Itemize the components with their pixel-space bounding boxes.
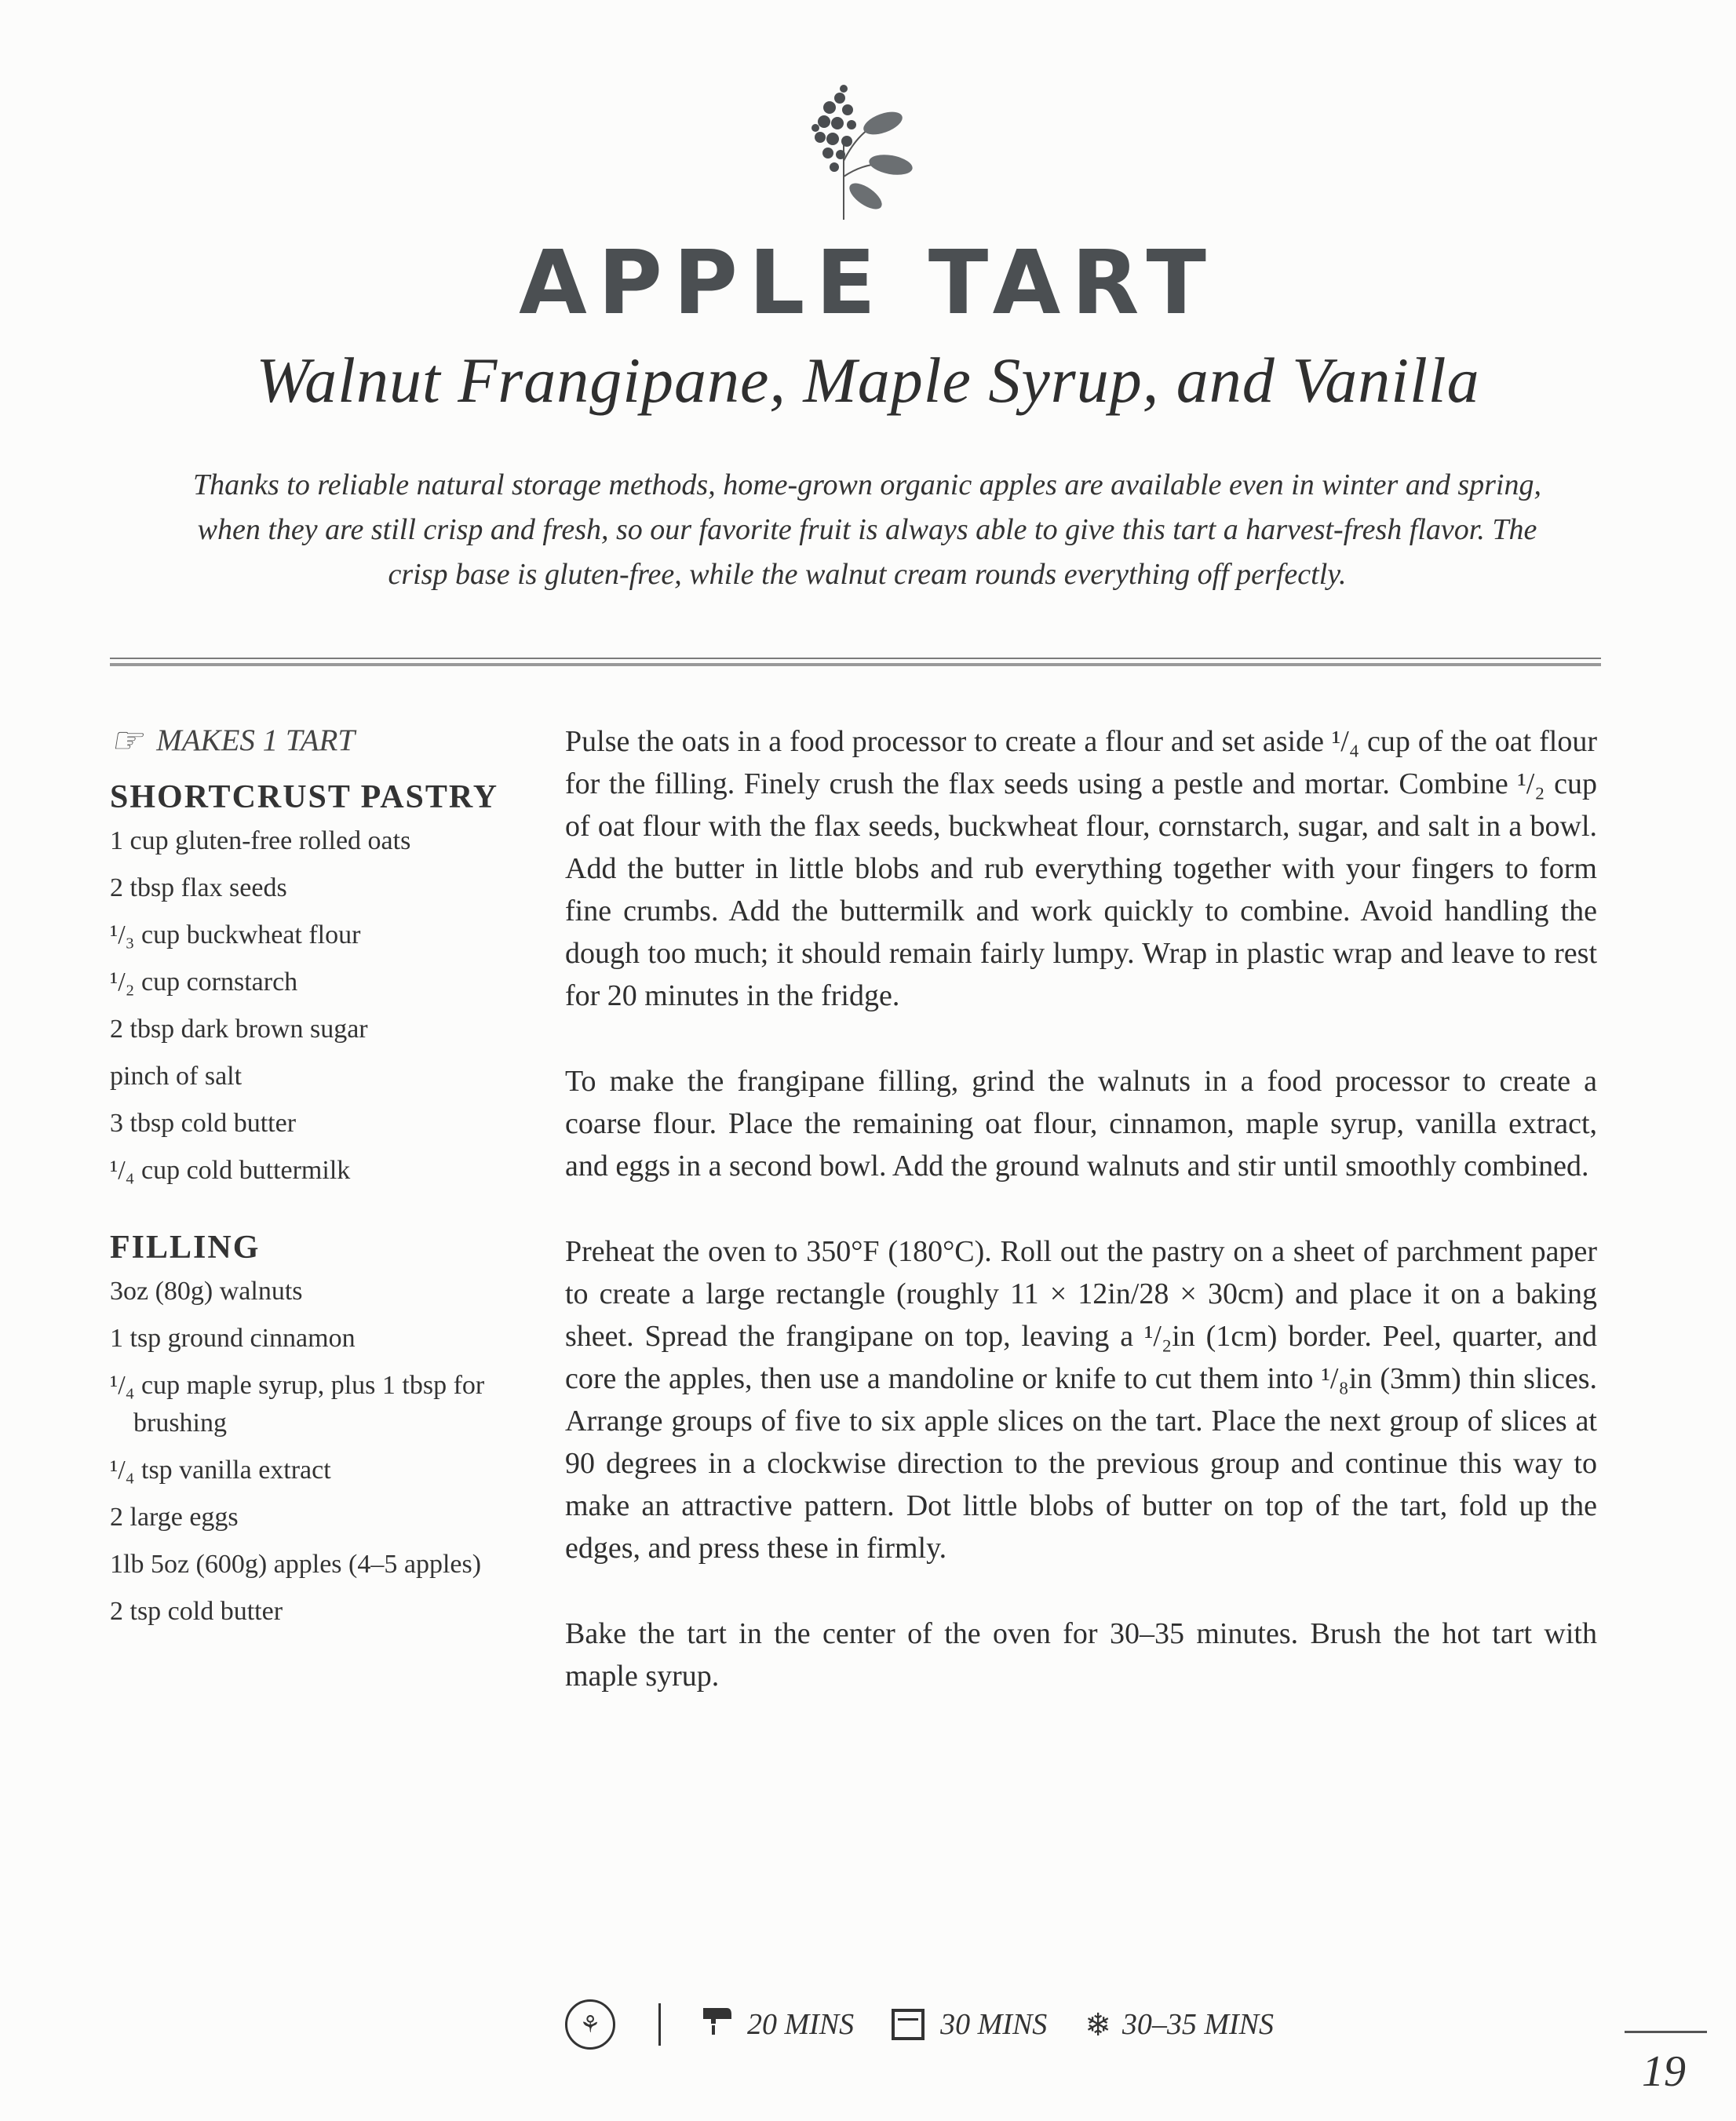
recipe-subtitle: Walnut Frangipane, Maple Syrup, and Vanilla	[256, 344, 1480, 416]
ingredient-item: ¹/₃ cup buckwheat flour	[110, 920, 361, 949]
timing-separator	[658, 2003, 661, 2046]
yield-text: MAKES 1 TART	[156, 723, 356, 757]
recipe-intro: Thanks to reliable natural storage methods, home-grown organic apples are available even in winter and spring, when they are still crisp and fresh, so our favorite fruit is always able to give this tart a harvest-fresh flavor. The crisp base is gluten-free, while the walnut cream rounds everything off perfectly.	[193, 468, 1541, 591]
shortcrust-heading: SHORTCRUST PASTRY	[110, 779, 499, 815]
ingredient-item: 3 tbsp cold butter	[110, 1109, 297, 1138]
prep-time-text: 20 MINS	[747, 2008, 855, 2041]
page-number: 19	[1642, 2047, 1686, 2096]
method-step: Pulse the oats in a food processor to create a flour and set aside ¹/₄ cup of the oat flour for the filling. Finely crush the flax seeds using a pestle and mortar. Combine ¹/₂ cup of oat flour with the flax seeds, buckwheat flour, cornstarch, sugar, and salt in a bowl. Add the butter in little blobs and rub everything together with your fingers to form fine crumbs. Add the buttermilk and work quickly to combine. Avoid handling the dough too much; it should remain fairly lumpy. Wrap in plastic wrap and leave to rest for 20 minutes in the fridge.	[565, 725, 1597, 1012]
ingredient-item: ¹/₄ cup maple syrup, plus 1 tbsp for brushing	[110, 1371, 485, 1438]
ingredient-item: 2 tbsp dark brown sugar	[110, 1015, 368, 1044]
page-number-rule	[1625, 2031, 1707, 2033]
ingredient-item: 2 tbsp flax seeds	[110, 873, 287, 902]
method-step: To make the frangipane filling, grind the walnuts in a food processor to create a coarse flour. Place the remaining oat flour, cinnamon, maple syrup, vanilla extract, and eggs in a second bowl. Add the ground walnuts and stir until smoothly combined.	[565, 1065, 1597, 1183]
method-column	[565, 720, 1597, 1740]
ingredient-item: 1 tsp ground cinnamon	[110, 1324, 356, 1353]
method-step: Preheat the oven to 350°F (180°C). Roll out the pastry on a sheet of parchment paper to create a large rectangle (roughly 11 × 12in/28 × 30cm) and place it on a baking sheet. Spread the frangipane on top, leaving a ¹/₂in (1cm) border. Peel, quarter, and core the apples, then use a mandoline or knife to cut them into ¹/₈in (3mm) thin slices. Arrange groups of five to six apple slices on the tart. Place the next group of slices at 90 degrees in a clockwise direction to the previous group and continue this way to make an attractive pattern. Dot little blobs of butter on top of the tart, fold up the edges, and press these in firmly.	[565, 1235, 1597, 1565]
section-divider	[110, 658, 1601, 670]
filling-heading: FILLING	[110, 1230, 261, 1266]
ingredient-item: 1lb 5oz (600g) apples (4–5 apples)	[110, 1550, 482, 1579]
oven-icon	[892, 2009, 925, 2040]
chill-time	[1085, 2006, 1274, 2043]
pointing-hand-icon: ☞	[110, 720, 143, 760]
lilac-sprig-icon	[765, 67, 922, 224]
bake-time-text: 30 MINS	[940, 2008, 1048, 2041]
ingredient-item: pinch of salt	[110, 1062, 243, 1091]
recipe-title: APPLE TART	[519, 232, 1217, 334]
ingredient-item: ¹/₄ tsp vanilla extract	[110, 1456, 331, 1485]
mixer-icon	[700, 2003, 736, 2046]
ingredient-item: ¹/₄ cup cold buttermilk	[110, 1156, 351, 1185]
timing-row	[565, 1997, 1350, 2052]
ingredient-item: ¹/₂ cup cornstarch	[110, 968, 298, 997]
prep-time	[700, 2003, 854, 2046]
bake-time	[892, 2007, 1047, 2042]
ingredients-column	[110, 720, 534, 1640]
ingredient-item: 3oz (80g) walnuts	[110, 1277, 303, 1306]
ingredient-item: 2 tsp cold butter	[110, 1597, 283, 1626]
method-step: Bake the tart in the center of the oven for 30–35 minutes. Brush the hot tart with maple syrup.	[565, 1617, 1597, 1693]
gluten-free-icon: ⚘	[565, 1999, 615, 2050]
ingredient-item: 2 large eggs	[110, 1503, 239, 1532]
ingredient-item: 1 cup gluten-free rolled oats	[110, 826, 411, 855]
snowflake-icon: ❄	[1085, 2006, 1111, 2043]
yield-line	[110, 720, 534, 761]
chill-time-text: 30–35 MINS	[1121, 2008, 1274, 2041]
